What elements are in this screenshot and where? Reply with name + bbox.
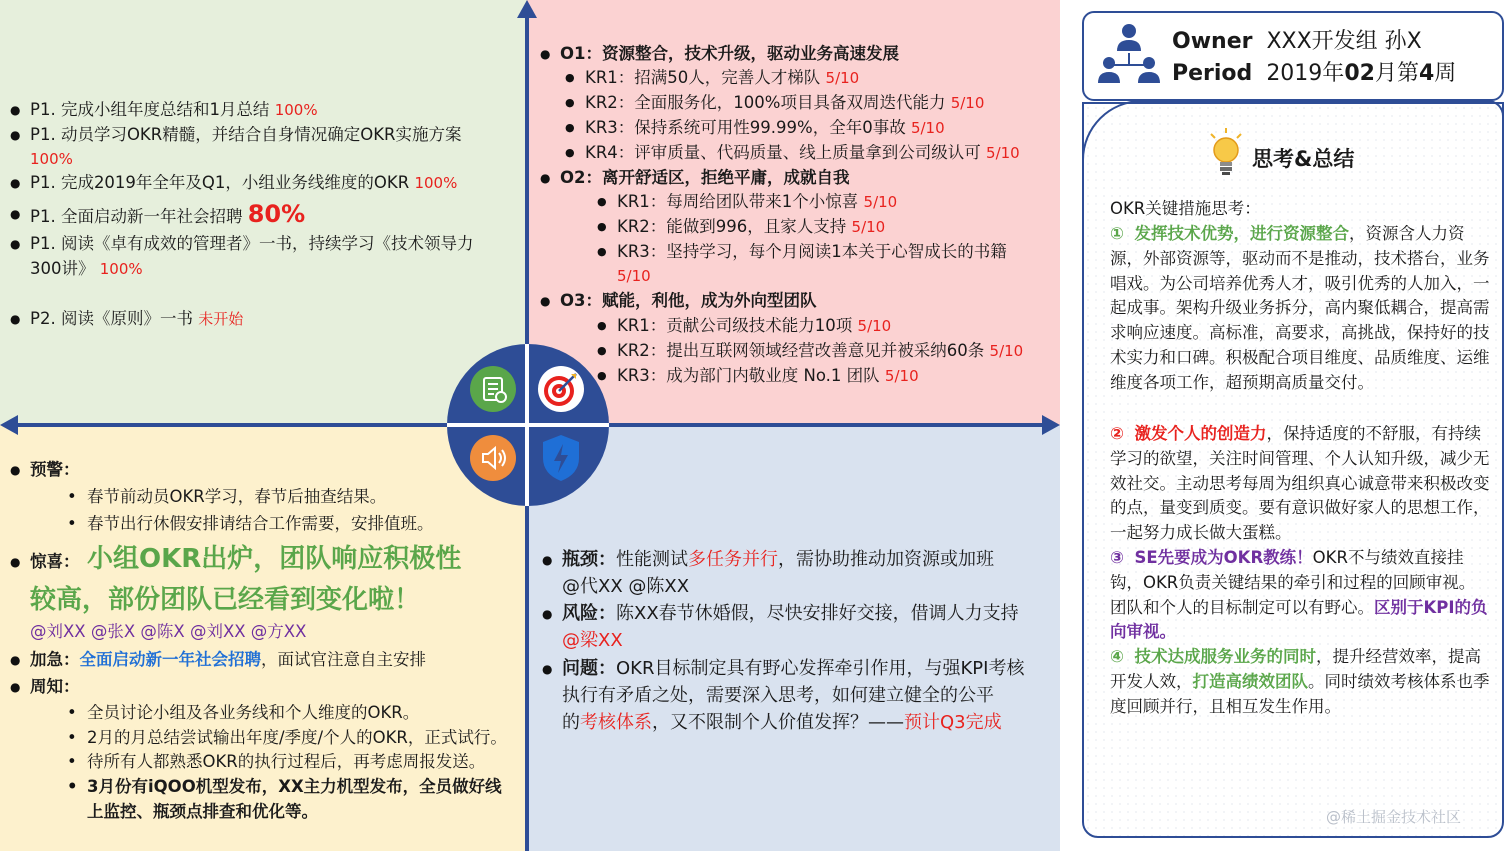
warning-item: • 春节前动员OKR学习，春节后抽查结果。 — [87, 485, 386, 509]
objective-title: ● O2：离开舒适区，拒绝平庸，成就自我 — [560, 166, 850, 190]
notice-item: • 全员讨论小组及各业务线和个人维度的OKR。 — [87, 701, 419, 725]
plan-item: ● P1. 全面启动新一年社会招聘 80% — [30, 202, 305, 229]
arrow-left-icon — [0, 415, 18, 435]
watermark: @稀土掘金技术社区 — [1326, 808, 1462, 826]
surprise-text: 小组OKR出炉，团队响应积极性 — [87, 544, 462, 574]
notice-label: ● 周知： — [30, 675, 80, 699]
warning-label: ● 预警： — [30, 458, 80, 482]
notice-item-cont: 上监控、瓶颈点排查和优化等。 — [87, 802, 318, 821]
key-result: ● KR4：评审质量、代码质量、线上质量拿到公司级认可 5/10 — [585, 141, 1020, 165]
bottleneck-line: ● 瓶颈：性能测试多任务并行，需协助推动加资源或加班 — [562, 547, 994, 573]
key-result: ● KR3：保持系统可用性99.99%，全年0事故 5/10 — [585, 116, 945, 140]
issue-line: 执行有矛盾之处，需要深入思考，如何建立健全的公平 — [562, 685, 994, 706]
arrow-right-icon — [1042, 415, 1060, 435]
key-result: ● KR2：全面服务化，100%项目具备双周迭代能力 5/10 — [585, 91, 984, 115]
surprise-label: ● 惊喜： — [30, 550, 80, 574]
issue-line: 的考核体系，又不限制个人价值发挥？——预计Q3完成 — [562, 712, 1002, 733]
plan-item-cont: 300讲》 100% — [30, 259, 143, 278]
key-result: ● KR3：成为部门内敬业度 No.1 团队 5/10 — [617, 364, 919, 388]
speaker-icon — [470, 435, 516, 481]
team-icon — [1096, 21, 1162, 93]
surprise-text: 较高，部份团队已经看到变化啦！ — [30, 585, 421, 615]
target-icon — [538, 366, 584, 412]
checklist-icon — [470, 366, 516, 412]
owner-row: Owner XXX开发组 孙X — [1172, 29, 1422, 54]
key-result-score: 5/10 — [617, 267, 651, 285]
key-result: ● KR3：坚持学习，每个月阅读1本关于心智成长的书籍 — [617, 240, 1007, 264]
key-result: ● KR1：招满50人，完善人才梯队 5/10 — [585, 66, 859, 90]
notice-item: • 待所有人都熟悉OKR的执行过程后，再考虑周报发送。 — [87, 750, 485, 774]
summary-point-4: ④ 技术达成服务业务的同时，提升经营效率，提高开发人效，打造高绩效团队。同时绩效考核体系也季度回顾并行，且相互发生作用。 — [1110, 647, 1490, 716]
key-result: ● KR2：能做到996，且家人支持 5/10 — [617, 215, 885, 239]
objective-title: ● O1：资源整合，技术升级，驱动业务高速发展 — [560, 42, 899, 66]
issue-line: ● 问题：OKR目标制定具有野心发挥牵引作用，与强KPI考核 — [562, 656, 1024, 682]
risk-line: ● 风险：陈XX春节休婚假，尽快安排好交接，借调人力支持 — [562, 601, 1019, 627]
plan-item: ● P1. 动员学习OKR精髓，并结合自身情况确定OKR实施方案 — [30, 123, 461, 147]
hub-divider-v — [525, 344, 529, 506]
key-result: ● KR2：提出互联网领域经营改善意见并被采纳60条 5/10 — [617, 339, 1023, 363]
plan-item: ● P1. 阅读《卓有成效的管理者》一书，持续学习《技术领导力 — [30, 232, 473, 256]
bottleneck-people: @代XX @陈XX — [562, 576, 690, 597]
summary-point-2: ② 激发个人的创造力，保持适度的不舒服，有持续学习的欲望，关注时间管理、个人认知升级，减少无效社交。主动思考每周为组织真心诚意带来积极改变的点，量变到质变。要有意识做好家人的思想工作，一起努力成长做大蛋糕。 — [1110, 424, 1490, 543]
notice-item: • 3月份有iQOO机型发布，XX主力机型发布，全员做好线 — [87, 775, 502, 799]
summary-title: 思考&总结 — [1252, 147, 1355, 171]
notice-item: • 2月的月总结尝试输出年度/季度/个人的OKR，正式试行。 — [87, 726, 507, 750]
plan-item-status: 100% — [30, 150, 73, 168]
key-result: ● KR1：每周给团队带来1个小惊喜 5/10 — [617, 190, 897, 214]
plan-item: ● P1. 完成小组年度总结和1月总结 100% — [30, 98, 318, 122]
urgent-line: ● 加急：全面启动新一年社会招聘，面试官注意自主安排 — [30, 648, 426, 672]
period-row: Period 2019年02月第4周 — [1172, 61, 1457, 86]
plan-item: ● P1. 完成2019年全年及Q1，小组业务线维度的OKR 100% — [30, 171, 457, 195]
arrow-up-icon — [517, 0, 537, 18]
mentions: @刘XX @张X @陈X @刘XX @方XX — [30, 622, 307, 641]
risk-person: @梁XX — [562, 630, 623, 651]
key-result: ● KR1：贡献公司级技术能力10项 5/10 — [617, 314, 891, 338]
owner-panel — [1082, 11, 1504, 101]
summary-intro: OKR关键措施思考： — [1110, 199, 1261, 218]
lightbulb-icon — [1206, 126, 1246, 184]
summary-point-3: ③ SE先要成为OKR教练！OKR不与绩效直接挂钩，OKR负责关键结果的牵引和过程的回顾审视。团队和个人的目标制定可以有野心。区别于KPI的负向审视。 — [1110, 548, 1488, 642]
shield-icon — [538, 432, 584, 484]
objective-title: ● O3：赋能，利他，成为外向型团队 — [560, 289, 817, 313]
summary-point-1: ① 发挥技术优势，进行资源整合，资源含人力资源，外部资源等，驱动而不是推动，技术搭台，业务唱戏。为公司培养优秀人才，吸引优秀的人加入，一起成事。架构升级业务拆分，高内聚低耦合，提高需求响应速度。高标准，高要求，高挑战，保持好的技术实力和口碑。积极配合项目维度、品质维度、运维维度各项工作，超预期高质量交付。 — [1110, 224, 1490, 392]
plan-item: ● P2. 阅读《原则》一书 未开始 — [30, 307, 243, 331]
warning-item: • 春节出行休假安排请结合工作需要，安排值班。 — [87, 512, 434, 536]
